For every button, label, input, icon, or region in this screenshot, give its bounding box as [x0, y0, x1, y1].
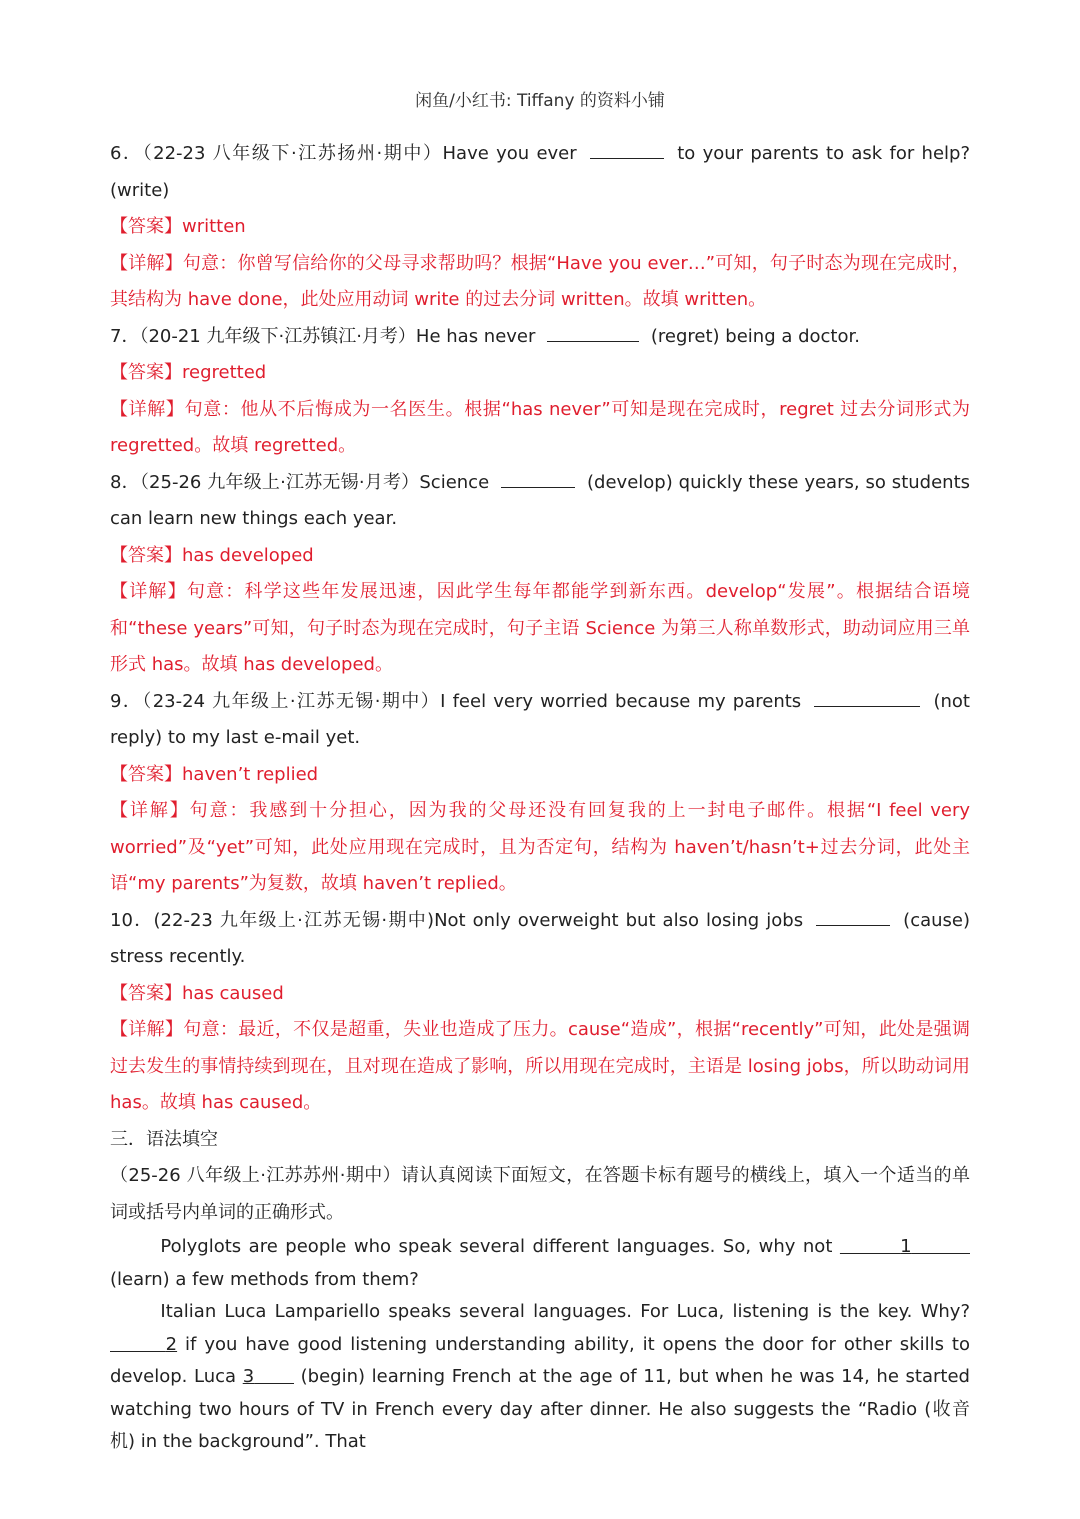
- question-number: 7: [110, 325, 122, 347]
- numbered-blank-2: 2: [165, 1333, 178, 1355]
- numbered-blank-3: 3: [242, 1366, 255, 1387]
- answer-blank: [816, 907, 890, 926]
- answer-8: 【答案】has developed: [110, 544, 314, 566]
- question-source: ．(22-23 九年级上·江苏无锡·期中): [132, 909, 435, 931]
- question-number: 10: [110, 909, 133, 931]
- passage-paragraph-2: [110, 1296, 970, 1459]
- document-body: [110, 136, 970, 1459]
- detail-7: 【详解】句意：他从不后悔成为一名医生。根据“has never”可知是现在完成时，regret 过去分词形式为 regretted。故填 regretted。: [110, 398, 970, 456]
- answer-blank: [814, 688, 920, 707]
- question-text-before: Not only overweight but also losing jobs: [434, 909, 804, 931]
- answer-9: 【答案】haven’t replied: [110, 763, 319, 785]
- answer-7: 【答案】regretted: [110, 362, 267, 383]
- question-9: [110, 684, 970, 757]
- question-8: [110, 465, 970, 538]
- question-source: ．（22-23 八年级下·江苏扬州·期中）: [121, 143, 443, 164]
- question-text-after: (regret) being a doctor.: [650, 325, 860, 347]
- answer-blank: [501, 469, 575, 488]
- question-number: 6: [110, 143, 122, 164]
- answer-10: 【答案】has caused: [110, 982, 284, 1004]
- section-intro: （25-26 八年级上·江苏苏州·期中）请认真阅读下面短文，在答题卡标有题号的横线上，填入一个适当的单词或括号内单词的正确形式。: [110, 1165, 970, 1223]
- question-source: ．（20-21 九年级下·江苏镇江·月考）: [121, 325, 416, 347]
- detail-10: 【详解】句意：最近，不仅是超重，失业也造成了压力。cause“造成”，根据“recently”可知，此处是强调过去发生的事情持续到现在，且对现在造成了影响，所以用现在完成时，主语是 losing jobs，所以助动词用 has。故填 has caused。: [110, 1019, 970, 1113]
- question-10: [110, 903, 970, 976]
- answer-6: 【答案】written: [110, 216, 246, 237]
- section-title: 三．语法填空: [110, 1128, 218, 1150]
- question-number: 9: [110, 690, 122, 712]
- question-source: ．（25-26 九年级上·江苏无锡·月考）: [121, 471, 420, 493]
- question-text-after: (not reply) to my last e-mail yet.: [110, 690, 970, 748]
- question-text-before: Science: [419, 471, 490, 493]
- page-header: 闲鱼/小红书: Tiffany 的资料小铺: [415, 91, 665, 111]
- answer-blank: [590, 140, 664, 159]
- question-7: [110, 319, 970, 356]
- detail-8: 【详解】句意：科学这些年发展迅速，因此学生每年都能学到新东西。develop“发展”。根据结合语境和“these years”可知，句子时态为现在完成时，句子主语 Science 为第三人称单数形式，助动词应用三单形式 has。故填 has developed。: [110, 581, 970, 675]
- question-text-after: (cause) stress recently.: [110, 909, 971, 967]
- question-text-after: to your parents to ask for help? (write): [110, 143, 971, 201]
- question-text-before: I feel very worried because my parents: [440, 690, 802, 712]
- passage-text: (learn) a few methods from them?: [110, 1268, 419, 1290]
- question-text-before: He has never: [415, 325, 536, 347]
- numbered-blank-1: 1: [900, 1236, 912, 1257]
- question-6: [110, 136, 970, 209]
- question-source: ．（23-24 九年级上·江苏无锡·期中）: [121, 690, 441, 712]
- question-text-after: (develop) quickly these years, so students can learn new things each year.: [110, 471, 970, 529]
- question-number: 8: [110, 471, 122, 493]
- answer-blank: [547, 323, 639, 342]
- passage-text: if you have good listening understanding ability, it opens the door for other skills to develop. Luca: [110, 1333, 970, 1387]
- question-text-before: Have you ever: [442, 143, 577, 164]
- passage-text: (begin) learning French at the age of 11, but when he was 14, he started watching two hours of TV in French every day after dinner. He also suggests the “Radio (收音机) in the background”. That: [110, 1366, 970, 1452]
- passage-paragraph-1: [110, 1231, 970, 1296]
- detail-9: 【详解】句意：我感到十分担心，因为我的父母还没有回复我的上一封电子邮件。根据“I feel very worried”及“yet”可知，此处应用现在完成时，且为否定句，结构为 haven’t/hasn’t+过去分词，此处主语“my parents”为复数，故填 haven’t replied。: [110, 800, 970, 894]
- passage-text: Polyglots are people who speak several different languages. So, why not: [160, 1236, 833, 1257]
- detail-6: 【详解】句意：你曾写信给你的父母寻求帮助吗？根据“Have you ever…”可知，句子时态为现在完成时，其结构为 have done，此处应用动词 write 的过去分词 written。故填 written。: [110, 252, 970, 310]
- passage-text: Italian Luca Lampariello speaks several languages. For Luca, listening is the key. Why?: [160, 1301, 970, 1322]
